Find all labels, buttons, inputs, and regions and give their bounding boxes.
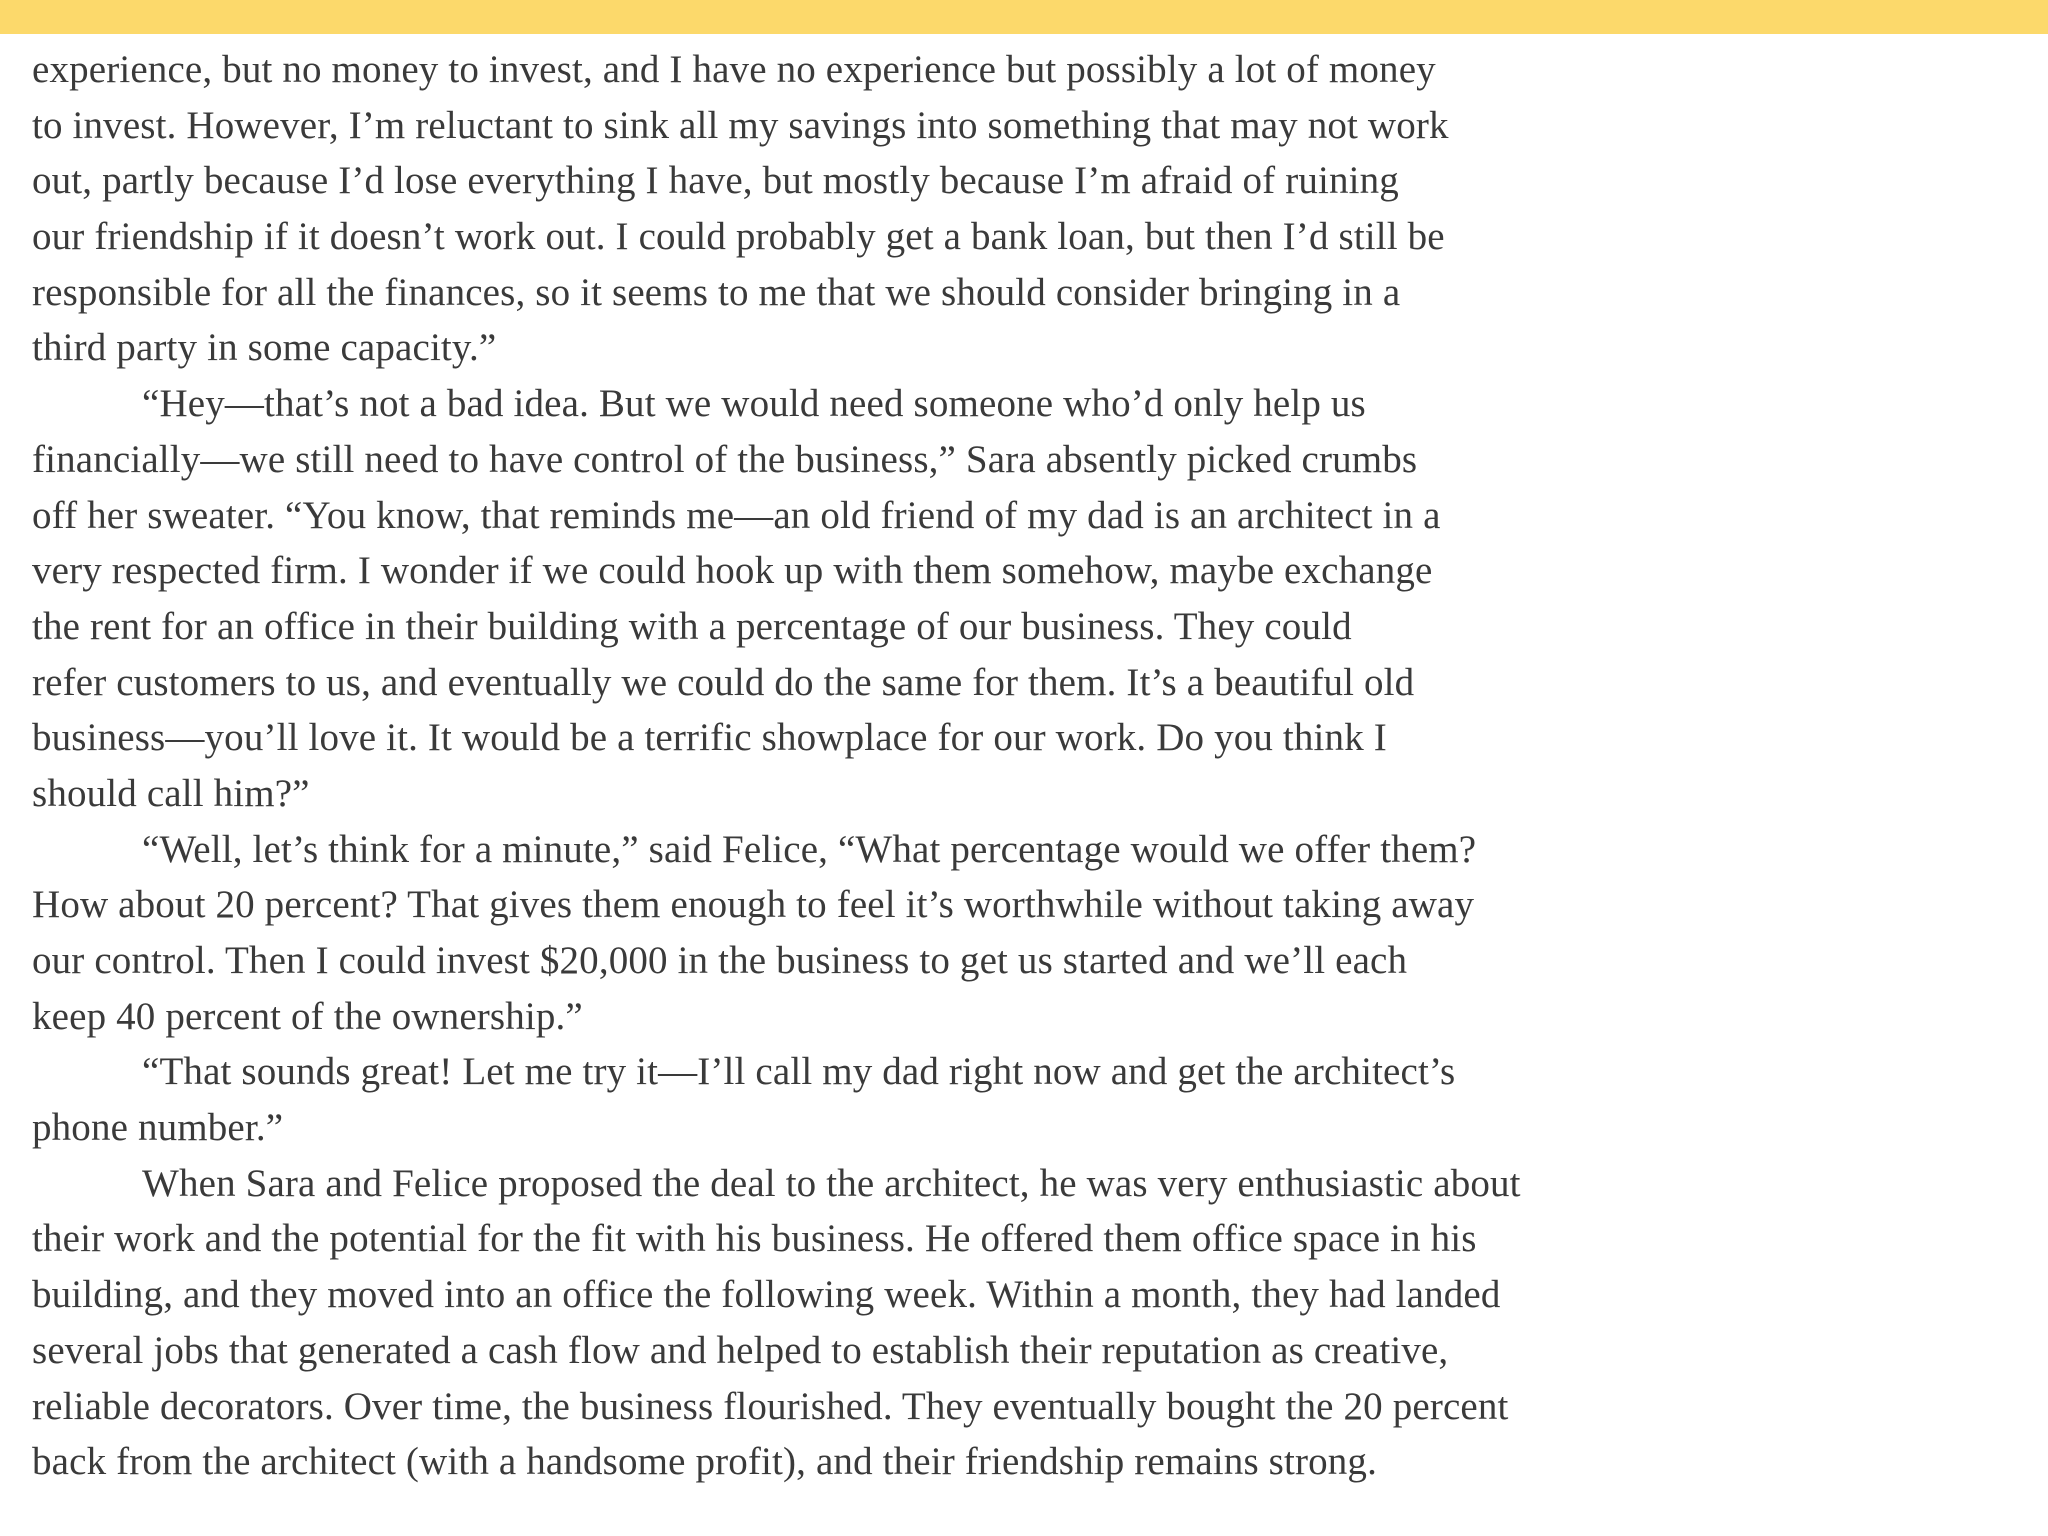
text-line: very respected firm. I wonder if we could hook up with them somehow, maybe exchange xyxy=(32,549,1433,593)
text-line: refer customers to us, and eventually we could do the same for them. It’s a beautiful old xyxy=(32,660,1415,704)
text-line: reliable decorators. Over time, the business flourished. They eventually bought the 20 percent xyxy=(32,1384,1509,1428)
body-text xyxy=(32,42,2027,1490)
text-line: keep 40 percent of the ownership.” xyxy=(32,994,583,1038)
text-line: several jobs that generated a cash flow and helped to establish their reputation as creative, xyxy=(32,1328,1449,1372)
text-line: out, partly because I’d lose everything I have, but mostly because I’m afraid of ruining xyxy=(32,159,1399,203)
top-highlight-bar xyxy=(0,0,2048,34)
text-line: back from the architect (with a handsome profit), and their friendship remains strong. xyxy=(32,1440,1377,1484)
text-line: “Well, let’s think for a minute,” said Felice, “What percentage would we offer them? xyxy=(142,827,1477,871)
text-line: How about 20 percent? That gives them enough to feel it’s worthwhile without taking away xyxy=(32,883,1475,927)
text-line: When Sara and Felice proposed the deal to the architect, he was very enthusiastic about xyxy=(142,1161,1521,1205)
text-line: our friendship if it doesn’t work out. I could probably get a bank loan, but then I’d still be xyxy=(32,215,1445,259)
text-line: responsible for all the finances, so it seems to me that we should consider bringing in a xyxy=(32,270,1401,314)
text-line: to invest. However, I’m reluctant to sink all my savings into something that may not work xyxy=(32,103,1449,147)
text-line: off her sweater. “You know, that reminds me—an old friend of my dad is an architect in a xyxy=(32,493,1441,537)
text-line: our control. Then I could invest $20,000 in the business to get us started and we’ll each xyxy=(32,939,1408,982)
text-line: financially—we still need to have control of the business,” Sara absently picked crumbs xyxy=(32,437,1418,481)
text-line: third party in some capacity.” xyxy=(32,326,497,370)
text-line: their work and the potential for the fit with his business. He offered them office space in his xyxy=(32,1217,1477,1261)
text-line: should call him?” xyxy=(32,771,310,815)
text-line: “Hey—that’s not a bad idea. But we would need someone who’d only help us xyxy=(142,382,1366,426)
text-line: building, and they moved into an office the following week. Within a month, they had landed xyxy=(32,1273,1501,1317)
text-line: the rent for an office in their building with a percentage of our business. They could xyxy=(32,604,1352,648)
text-line: experience, but no money to invest, and I have no experience but possibly a lot of money xyxy=(32,48,1436,91)
text-line: business—you’ll love it. It would be a terrific showplace for our work. Do you think I xyxy=(32,716,1387,760)
text-line: phone number.” xyxy=(32,1106,284,1150)
text-line: “That sounds great! Let me try it—I’ll call my dad right now and get the architect’s xyxy=(142,1050,1456,1094)
